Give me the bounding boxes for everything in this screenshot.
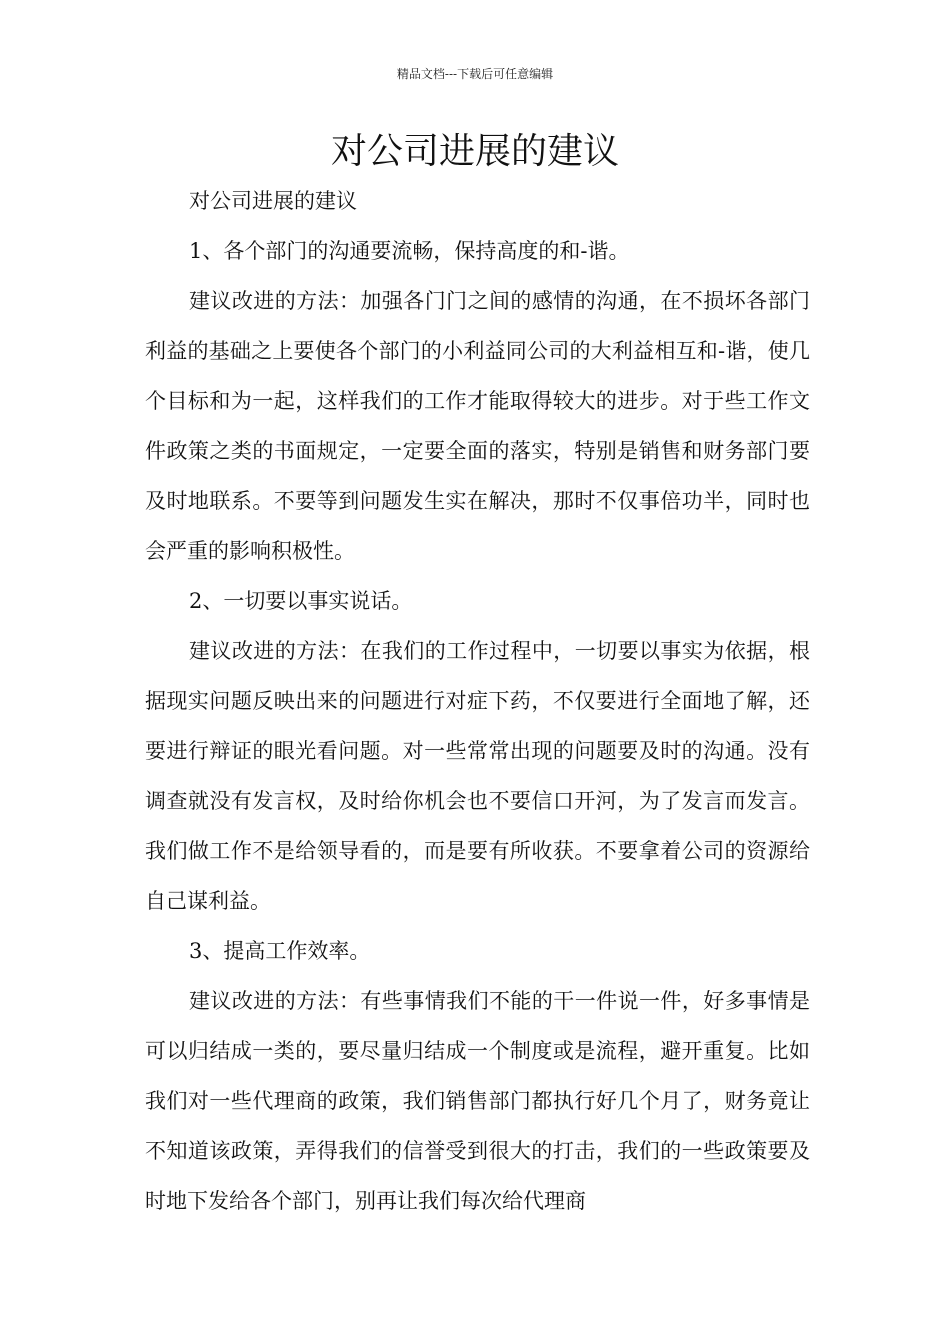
paragraph-method-2: 建议改进的方法：在我们的工作过程中，一切要以事实为依据，根据现实问题反映出来的问题进行对症下药，不仅要进行全面地了解，还要进行辩证的眼光看问题。对一些常常出现的问题要及时的沟通。没有调查就没有发言权，及时给你机会也不要信口开河，为了发言而发言。我们做工作不是给领导看的，而是要有所收获。不要拿着公司的资源给自己谋利益。 xyxy=(145,639,810,913)
paragraph-point-3: 3、提高工作效率。 xyxy=(189,939,371,963)
paragraph-method-3: 建议改进的方法：有些事情我们不能的干一件说一件，好多事情是可以归结成一类的，要尽量归结成一个制度或是流程，避开重复。比如我们对一些代理商的政策，我们销售部门都执行好几个月了，财务竟让不知道该政策，弄得我们的信誉受到很大的打击，我们的一些政策要及时地下发给各个部门，别再让我们每次给代理商 xyxy=(145,989,810,1213)
paragraph-subtitle: 对公司进展的建议 xyxy=(189,189,357,213)
paragraph-method-1: 建议改进的方法：加强各门门之间的感情的沟通，在不损坏各部门利益的基础之上要使各个部门的小利益同公司的大利益相互和-谐，使几个目标和为一起，这样我们的工作才能取得较大的进步。对于些工作文件政策之类的书面规定，一定要全面的落实，特别是销售和财务部门要及时地联系。不要等到问题发生实在解决，那时不仅事倍功半，同时也会严重的影响积极性。 xyxy=(145,289,810,563)
paragraph-point-2: 2、一切要以事实说话。 xyxy=(189,589,413,613)
page-header: 精品文档---下载后可任意编辑 xyxy=(396,67,554,81)
paragraph-point-1: 1、各个部门的沟通要流畅，保持高度的和-谐。 xyxy=(189,239,630,263)
document-title: 对公司进展的建议 xyxy=(330,131,619,172)
document-body xyxy=(145,176,810,1226)
